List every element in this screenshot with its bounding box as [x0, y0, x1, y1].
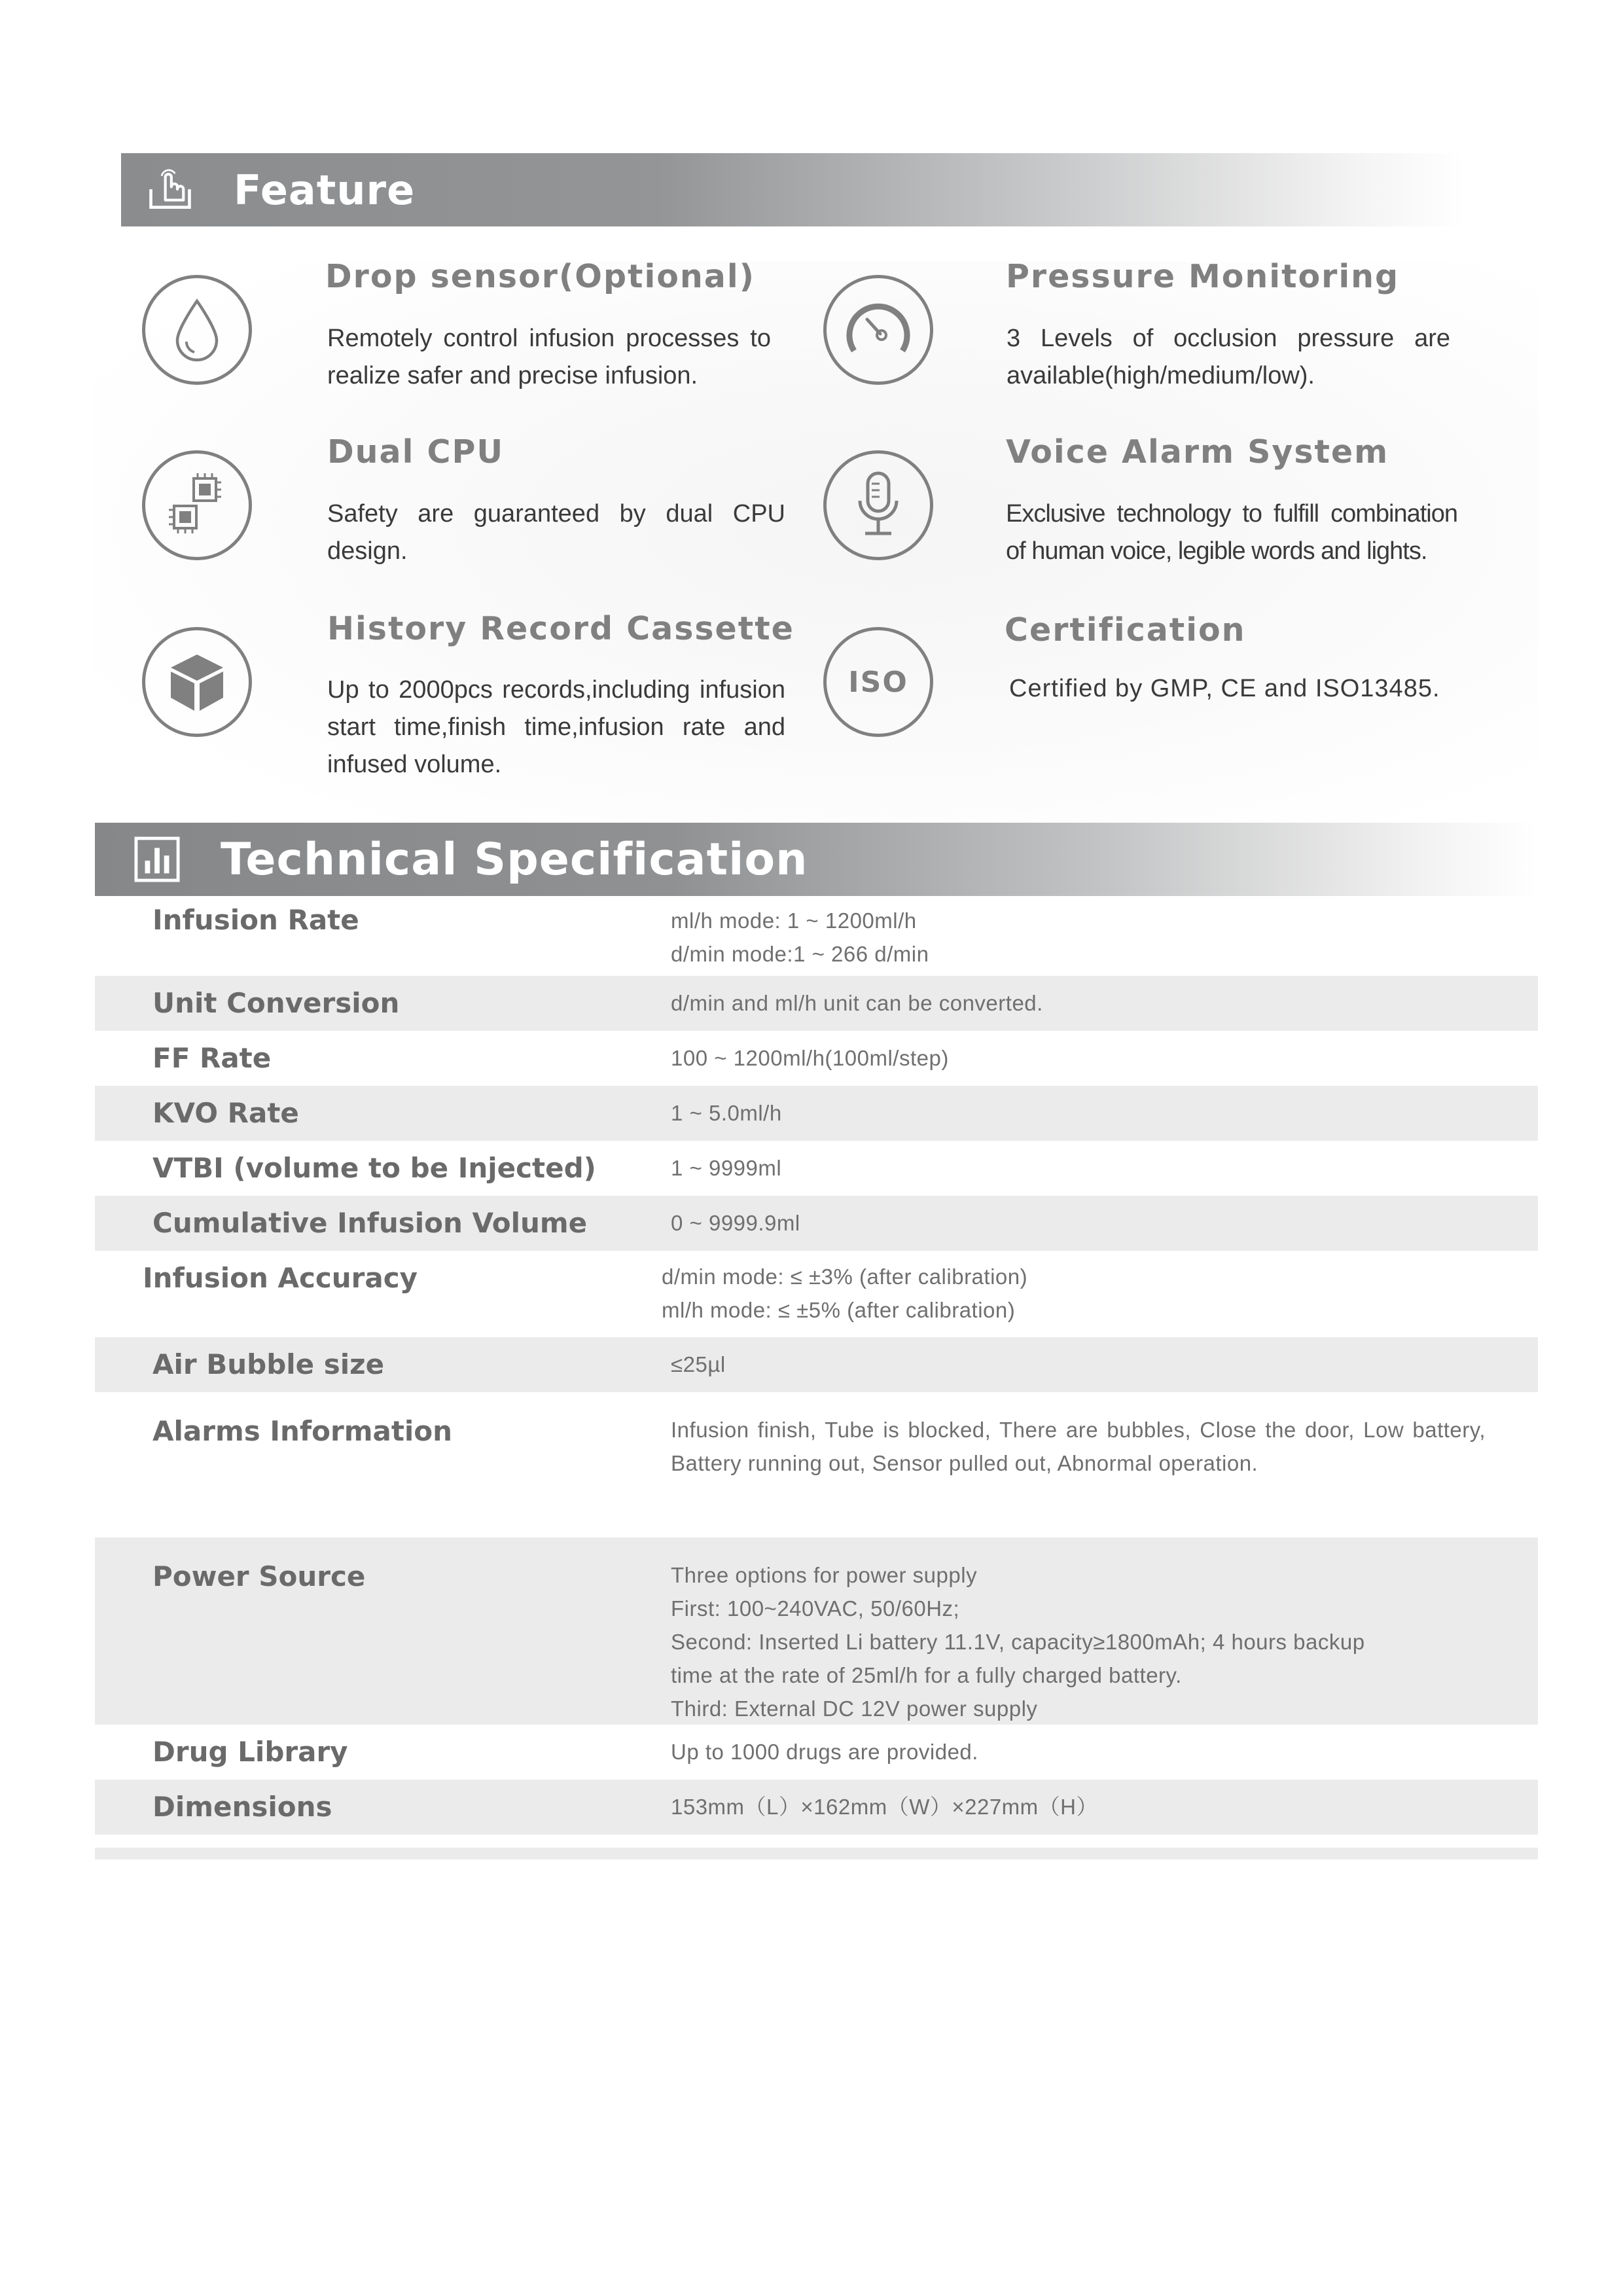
spec-banner	[95, 823, 1538, 896]
spec-value-line: 1 ~ 5.0ml/h	[671, 1101, 782, 1125]
spec-row-kvo-rate	[95, 1086, 1538, 1141]
feature-desc-history-record: Up to 2000pcs records,including infusion start time,finish time,infusion rate and infused volume.	[327, 676, 785, 778]
spec-row-cumulative-volume	[95, 1196, 1538, 1251]
hand-touch-icon	[147, 167, 193, 213]
spec-value	[671, 1151, 1486, 1185]
spec-row-ff-rate	[95, 1031, 1538, 1086]
feature-title-history-record: History Record Cassette	[327, 610, 794, 647]
spec-value	[671, 1041, 1486, 1075]
spec-value-line: d/min mode: ≤ ±3% (after calibration)	[662, 1265, 1028, 1289]
spec-value-line: First: 100~240VAC, 50/60Hz;	[671, 1596, 960, 1621]
spec-value	[662, 1260, 1476, 1327]
spec-label: VTBI (volume to be Injected)	[152, 1152, 596, 1184]
spec-row-dimensions	[95, 1780, 1538, 1835]
spec-value	[671, 986, 1486, 1020]
spec-row-infusion-rate	[95, 896, 1538, 976]
spec-row-drug-library	[95, 1725, 1538, 1780]
spec-value-line: Up to 1000 drugs are provided.	[671, 1740, 978, 1764]
spec-value-line: Third: External DC 12V power supply	[671, 1696, 1038, 1721]
spec-value-line: 0 ~ 9999.9ml	[671, 1211, 800, 1235]
spec-row-infusion-accuracy	[95, 1251, 1538, 1337]
feature-banner	[121, 153, 1466, 226]
feature-title-voice-alarm: Voice Alarm System	[1006, 433, 1389, 471]
spec-value	[671, 1790, 1486, 1823]
spec-value-line: 1 ~ 9999ml	[671, 1156, 782, 1180]
spec-label: Infusion Rate	[152, 904, 359, 936]
feature-desc-drop-sensor: Remotely control infusion processes to realize safer and precise infusion.	[327, 325, 771, 389]
bar-chart-icon	[134, 836, 180, 882]
spec-value-line: d/min mode:1 ~ 266 d/min	[671, 942, 929, 966]
feature-desc-certification: Certified by GMP, CE and ISO13485.	[1009, 675, 1440, 702]
spec-title: Technical Specification	[221, 833, 808, 886]
spec-label: FF Rate	[152, 1042, 272, 1074]
spec-value: Infusion finish, Tube is blocked, There are bubbles, Close the door, Low battery, Battery running out, Sensor pulled out, Abnormal operation.	[671, 1418, 1486, 1475]
spec-value-line: 153mm（L）×162mm（W）×227mm（H）	[671, 1795, 1098, 1819]
cube-icon	[142, 627, 252, 737]
spec-value-line: ml/h mode: ≤ ±5% (after calibration)	[662, 1298, 1016, 1322]
table-bottom-divider	[95, 1848, 1538, 1859]
feature-desc-pressure-monitoring: 3 Levels of occlusion pressure are available(high/medium/low).	[1007, 325, 1450, 389]
spec-value	[671, 1735, 1486, 1768]
spec-row-alarms	[95, 1392, 1538, 1537]
spec-value-line: Second: Inserted Li battery 11.1V, capacity≥1800mAh; 4 hours backup	[671, 1630, 1365, 1654]
feature-title-drop-sensor: Drop sensor(Optional)	[325, 258, 756, 295]
spec-value	[671, 1558, 1486, 1725]
spec-label: Air Bubble size	[152, 1348, 385, 1380]
spec-row-air-bubble	[95, 1337, 1538, 1392]
iso-icon	[823, 627, 933, 737]
spec-value-line: d/min and ml/h unit can be converted.	[671, 991, 1043, 1015]
spec-row-vtbi	[95, 1141, 1538, 1196]
spec-label: Cumulative Infusion Volume	[152, 1207, 588, 1239]
iso-icon-label: ISO	[848, 665, 908, 699]
spec-row-unit-conversion	[95, 976, 1538, 1031]
spec-value-line: time at the rate of 25ml/h for a fully charged battery.	[671, 1663, 1182, 1687]
spec-value-line: Three options for power supply	[671, 1563, 978, 1587]
drop-icon	[142, 275, 252, 385]
feature-title-pressure-monitoring: Pressure Monitoring	[1006, 258, 1400, 295]
spec-value	[671, 1206, 1486, 1240]
microphone-icon	[823, 450, 933, 560]
spec-label: KVO Rate	[152, 1097, 299, 1129]
spec-value	[671, 904, 1486, 971]
spec-value-line: ≤25µl	[671, 1352, 726, 1376]
spec-value	[671, 1348, 1486, 1381]
spec-label: Alarms Information	[152, 1415, 453, 1447]
spec-label: Drug Library	[152, 1736, 348, 1768]
feature-desc-voice-alarm: Exclusive technology to fulfill combination of human voice, legible words and lights.	[1006, 500, 1457, 565]
spec-label: Dimensions	[152, 1791, 332, 1823]
spec-value	[671, 1096, 1486, 1130]
gauge-icon	[823, 275, 933, 385]
spec-label: Power Source	[152, 1560, 366, 1592]
spec-label: Infusion Accuracy	[143, 1262, 418, 1294]
spec-value-line: ml/h mode: 1 ~ 1200ml/h	[671, 908, 917, 933]
feature-title: Feature	[234, 166, 416, 214]
feature-title-dual-cpu: Dual CPU	[327, 433, 505, 471]
feature-title-certification: Certification	[1005, 611, 1246, 649]
chip-icon	[142, 450, 252, 560]
spec-row-power-source	[95, 1537, 1538, 1725]
spec-label: Unit Conversion	[152, 987, 400, 1019]
feature-desc-dual-cpu: Safety are guaranteed by dual CPU design.	[327, 500, 785, 565]
spec-value-line: 100 ~ 1200ml/h(100ml/step)	[671, 1046, 949, 1070]
